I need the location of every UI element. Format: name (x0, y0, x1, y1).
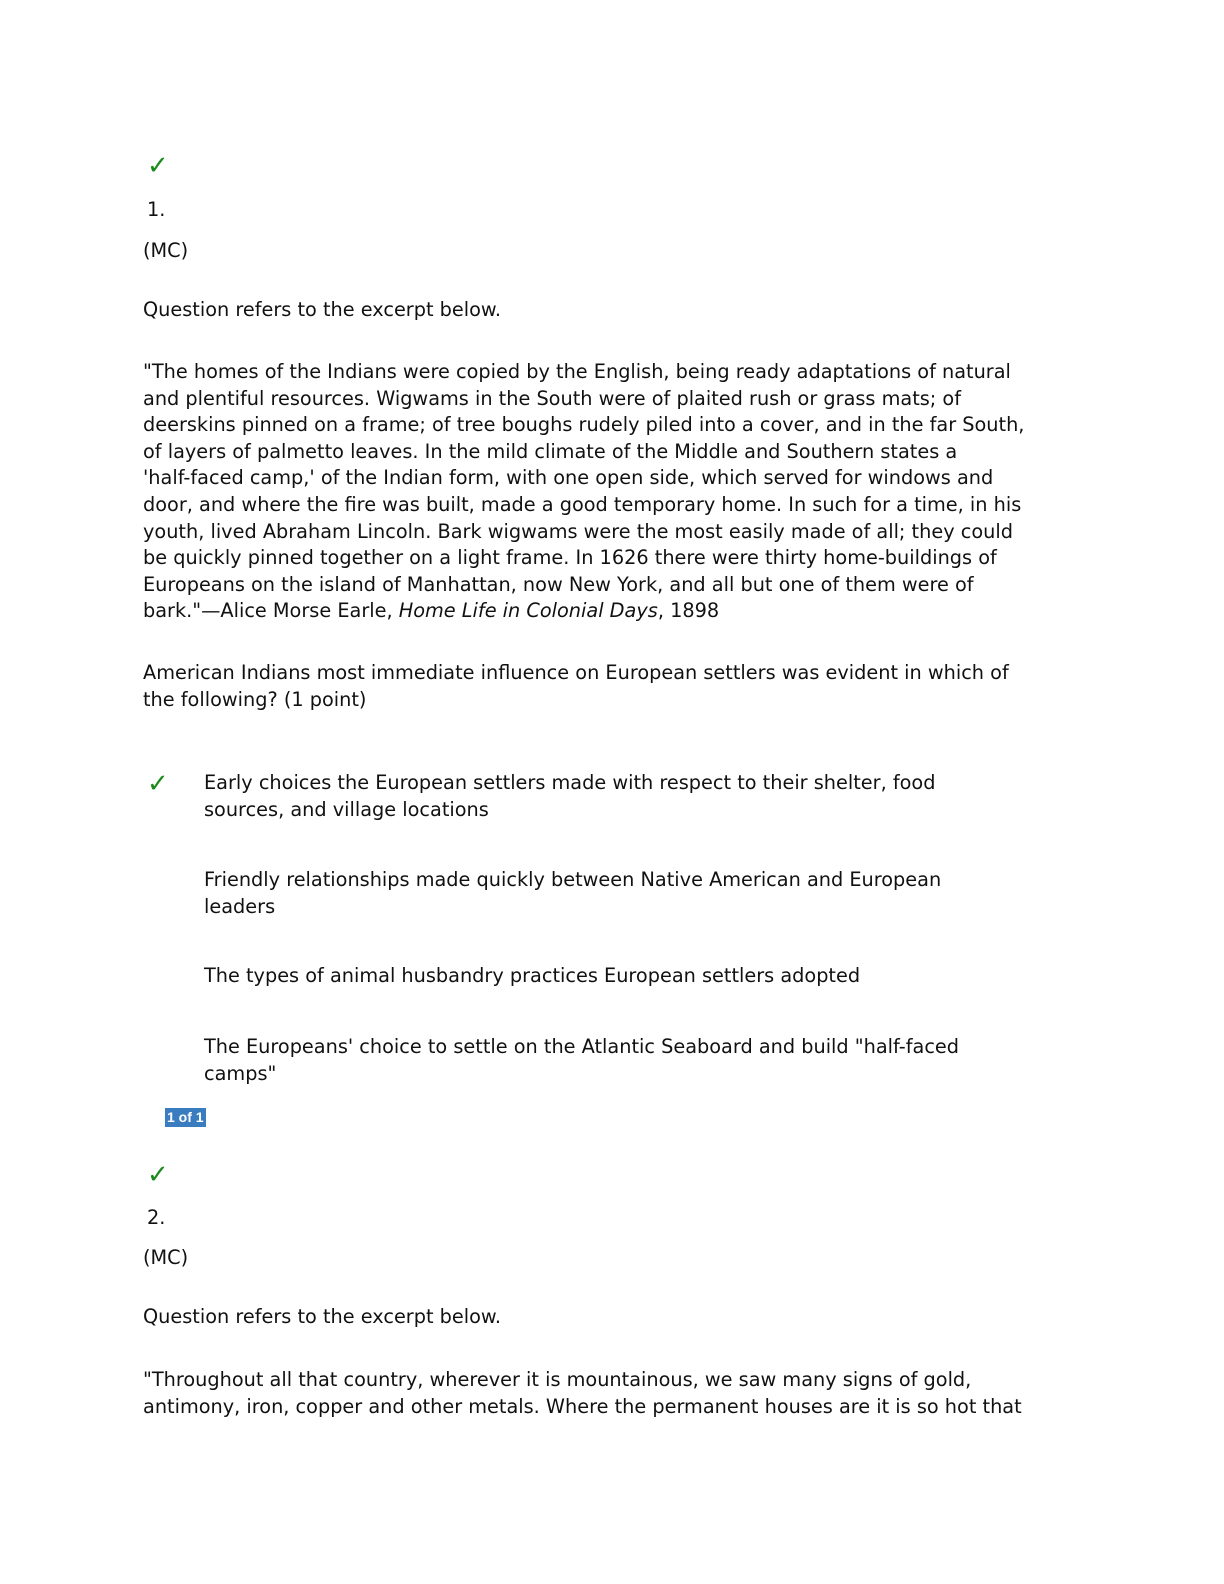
passage-line: 'half-faced camp,' of the Indian form, with one open side, which served for windows and (143, 466, 994, 490)
option-text-line: sources, and village locations (204, 797, 489, 821)
passage-line: Europeans on the island of Manhattan, now New York, and all but one of them were of (143, 572, 974, 596)
excerpt-passage (143, 1367, 1073, 1420)
passage-line: "Throughout all that country, wherever it is mountainous, we saw many signs of gold, (143, 1368, 972, 1391)
selected-correct-check-icon: ✓ (147, 769, 169, 799)
option-text-line: leaders (204, 894, 276, 918)
option-text-line: Early choices the European settlers made with respect to their shelter, food (204, 771, 936, 794)
passage-line: antimony, iron, copper and other metals. Where the permanent houses are it is so hot that (143, 1394, 1022, 1418)
passage-line: be quickly pinned together on a light frame. In 1626 there were thirty home-buildings of (143, 546, 997, 570)
question-prompt (143, 660, 1073, 713)
correct-check-icon: ✓ (147, 1160, 169, 1190)
prompt-line: the following? (1 point) (143, 687, 367, 711)
question-number: 2. (147, 1206, 166, 1229)
option-text-line: The Europeans' choice to settle on the Atlantic Seaboard and build "half-faced (204, 1035, 960, 1058)
question-number: 1. (147, 198, 166, 221)
option-text-line: Friendly relationships made quickly between Native American and European (204, 868, 942, 891)
question-type: (MC) (143, 239, 189, 262)
passage-line: door, and where the fire was built, made a good temporary home. In such for a time, in his (143, 492, 1022, 516)
correct-check-icon: ✓ (147, 151, 169, 181)
book-title: Home Life in Colonial Days (398, 599, 658, 623)
question-intro: Question refers to the excerpt below. (143, 298, 502, 321)
citation-prefix: bark."—Alice Morse Earle, (143, 599, 399, 623)
passage-line: and plentiful resources. Wigwams in the South were of plaited rush or grass mats; of (143, 386, 962, 410)
citation-year: , 1898 (657, 599, 720, 623)
prompt-line: American Indians most immediate influence on European settlers was evident in which of (143, 661, 1009, 684)
question-type: (MC) (143, 1246, 189, 1269)
passage-line: youth, lived Abraham Lincoln. Bark wigwams were the most easily made of all; they could (143, 519, 1013, 543)
passage-citation (143, 598, 1073, 625)
passage-line: of layers of palmetto leaves. In the mild climate of the Middle and Southern states a (143, 439, 958, 463)
passage-line: deerskins pinned on a frame; of tree boughs rudely piled into a cover, and in the far South, (143, 413, 1025, 437)
option-text-line: camps" (204, 1061, 277, 1085)
excerpt-passage (143, 359, 1073, 625)
passage-line: "The homes of the Indians were copied by the English, being ready adaptations of natural (143, 360, 1011, 383)
score-badge: 1 of 1 (167, 1109, 204, 1125)
question-intro: Question refers to the excerpt below. (143, 1305, 502, 1328)
option-text-line: The types of animal husbandry practices European settlers adopted (204, 964, 861, 987)
